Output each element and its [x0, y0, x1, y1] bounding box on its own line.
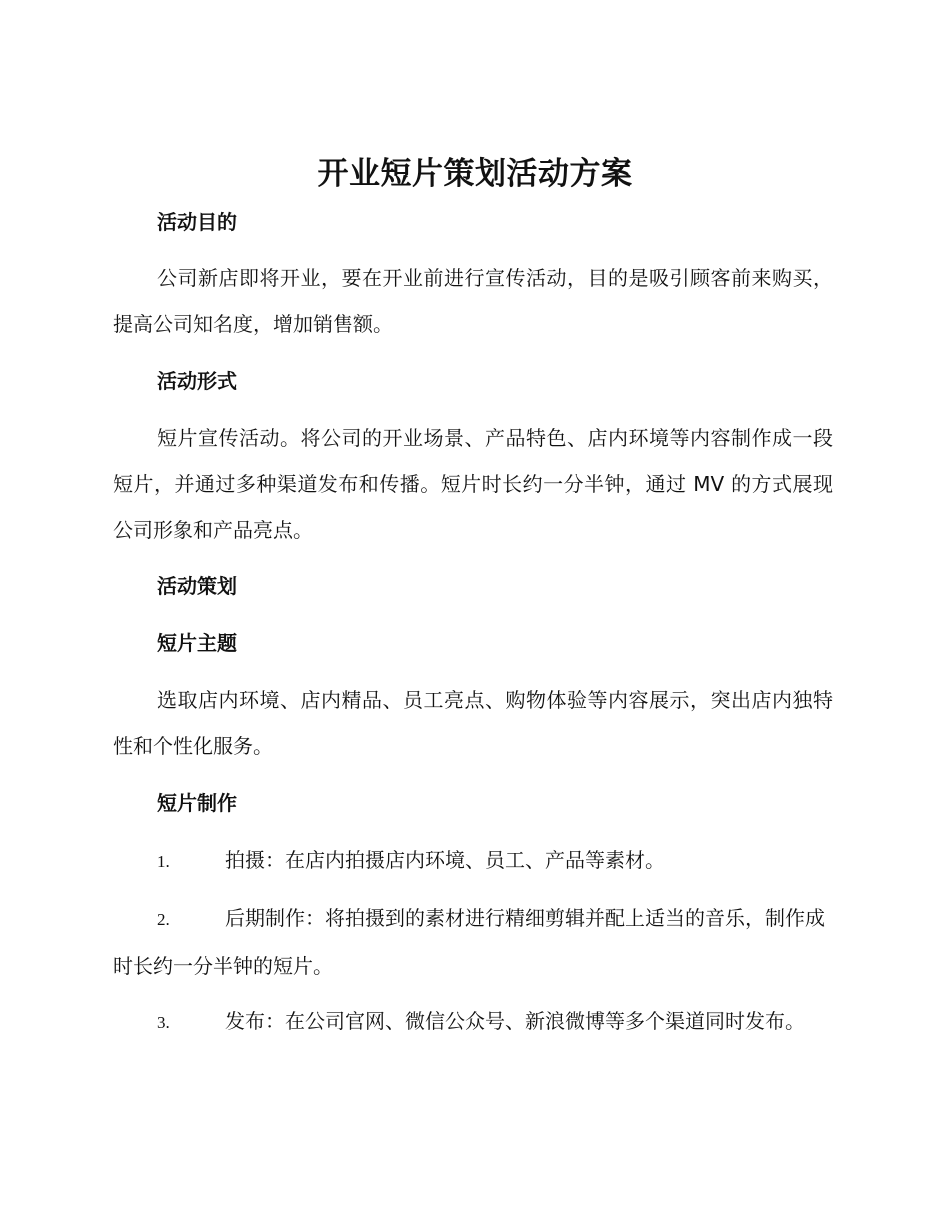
list-item-text: 拍摄：在店内拍摄店内环境、员工、产品等素材。 — [225, 848, 665, 872]
section-text-form: 短片宣传活动。将公司的开业场景、产品特色、店内环境等内容制作成一段短片，并通过多种渠道发布和传播。短片时长约一分半钟，通过 MV 的方式展现公司形象和产品亮点。 — [113, 426, 833, 542]
document-title: 开业短片策划活动方案 — [317, 156, 633, 192]
section-heading-production: 短片制作 — [157, 791, 237, 815]
list-item — [113, 998, 833, 1046]
list-item — [113, 895, 833, 989]
list-item-text: 后期制作：将拍摄到的素材进行精细剪辑并配上适当的音乐，制作成时长约一分半钟的短片。 — [113, 906, 825, 978]
section-heading-theme: 短片主题 — [157, 631, 237, 655]
list-item-number: 3. — [157, 1013, 170, 1032]
section-text-theme: 选取店内环境、店内精品、员工亮点、购物体验等内容展示，突出店内独特性和个性化服务。 — [113, 688, 833, 758]
section-heading-form: 活动形式 — [157, 369, 237, 393]
list-item-number: 1. — [157, 852, 170, 871]
section-text-purpose: 公司新店即将开业，要在开业前进行宣传活动，目的是吸引顾客前来购买，提高公司知名度，增加销售额。 — [113, 266, 833, 336]
list-item-text: 发布：在公司官网、微信公众号、新浪微博等多个渠道同时发布。 — [225, 1009, 805, 1033]
list-item-number: 2. — [157, 910, 170, 929]
section-heading-planning: 活动策划 — [157, 574, 237, 598]
section-heading-purpose: 活动目的 — [157, 210, 237, 234]
list-item — [113, 837, 833, 885]
